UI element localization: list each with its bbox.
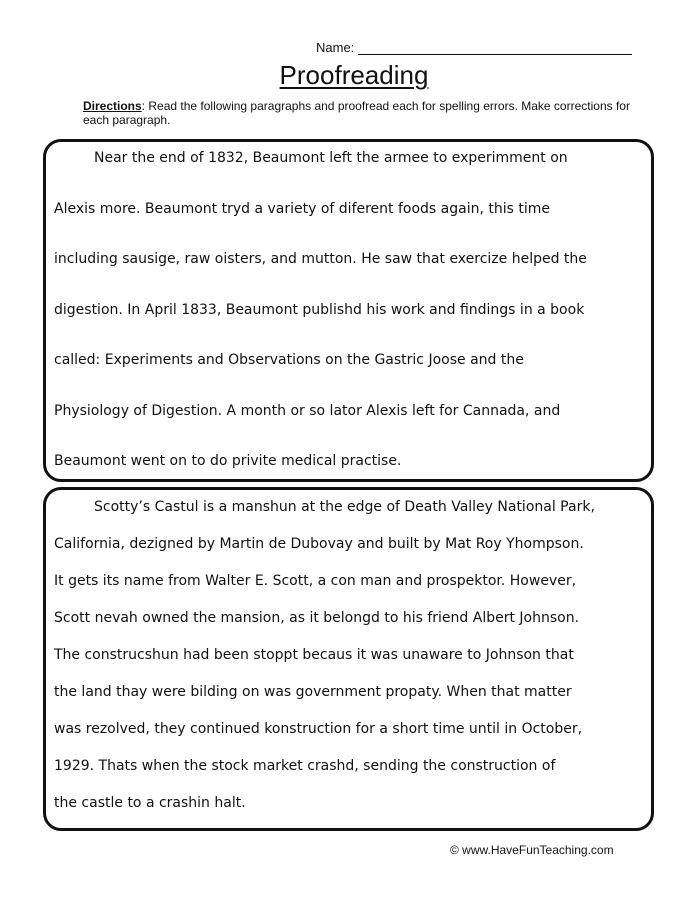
paragraph-2-line: was rezolved, they continued konstruction for a short time until in October, [54,721,583,737]
directions [83,99,643,127]
paragraph-2-line: Scott nevah owned the mansion, as it belongd to his friend Albert Johnson. [54,610,580,626]
paragraph-1-line: Beaumont went on to do privite medical practise. [54,453,402,469]
paragraph-1-line: Physiology of Digestion. A month or so lator Alexis left for Cannada, and [54,403,561,419]
paragraph-1-line: called: Experiments and Observations on the Gastric Joose and the [54,352,524,368]
paragraph-1-line: digestion. In April 1833, Beaumont publishd his work and findings in a book [54,302,585,318]
paragraph-2-line: California, dezigned by Martin de Dubovay and built by Mat Roy Yhompson. [54,536,584,552]
paragraph-1-line: including sausige, raw oisters, and mutton. He saw that exercize helped the [54,251,587,267]
paragraph-2-line: Scotty’s Castul is a manshun at the edge of Death Valley National Park, [94,499,595,515]
page-title: Proofreading [279,60,429,90]
directions-label: Directions [83,99,142,113]
copyright-footer: © www.HaveFunTeaching.com [450,843,614,857]
paragraph-2-line: It gets its name from Walter E. Scott, a con man and prospektor. However, [54,573,577,589]
paragraph-1-line: Alexis more. Beaumont tryd a variety of diferent foods again, this time [54,201,551,217]
paragraph-box-1 [43,139,654,482]
paragraph-2-line: 1929. Thats when the stock market crashd, sending the construction of [54,758,556,774]
name-label: Name: [316,40,355,55]
paragraph-2-line: the land thay were bilding on was government propaty. When that matter [54,684,572,700]
paragraph-2-line: The construcshun had been stoppt becaus it was unaware to Johnson that [54,647,574,663]
paragraph-2-line: the castle to a crashin halt. [54,795,246,811]
paragraph-1-line: Near the end of 1832, Beaumont left the armee to experimment on [94,150,568,166]
name-field-row [316,40,632,55]
paragraph-box-2 [43,487,654,831]
name-blank-line[interactable] [358,40,632,55]
directions-text: : Read the following paragraphs and proofread each for spelling errors. Make corrections for each paragraph. [83,99,630,127]
